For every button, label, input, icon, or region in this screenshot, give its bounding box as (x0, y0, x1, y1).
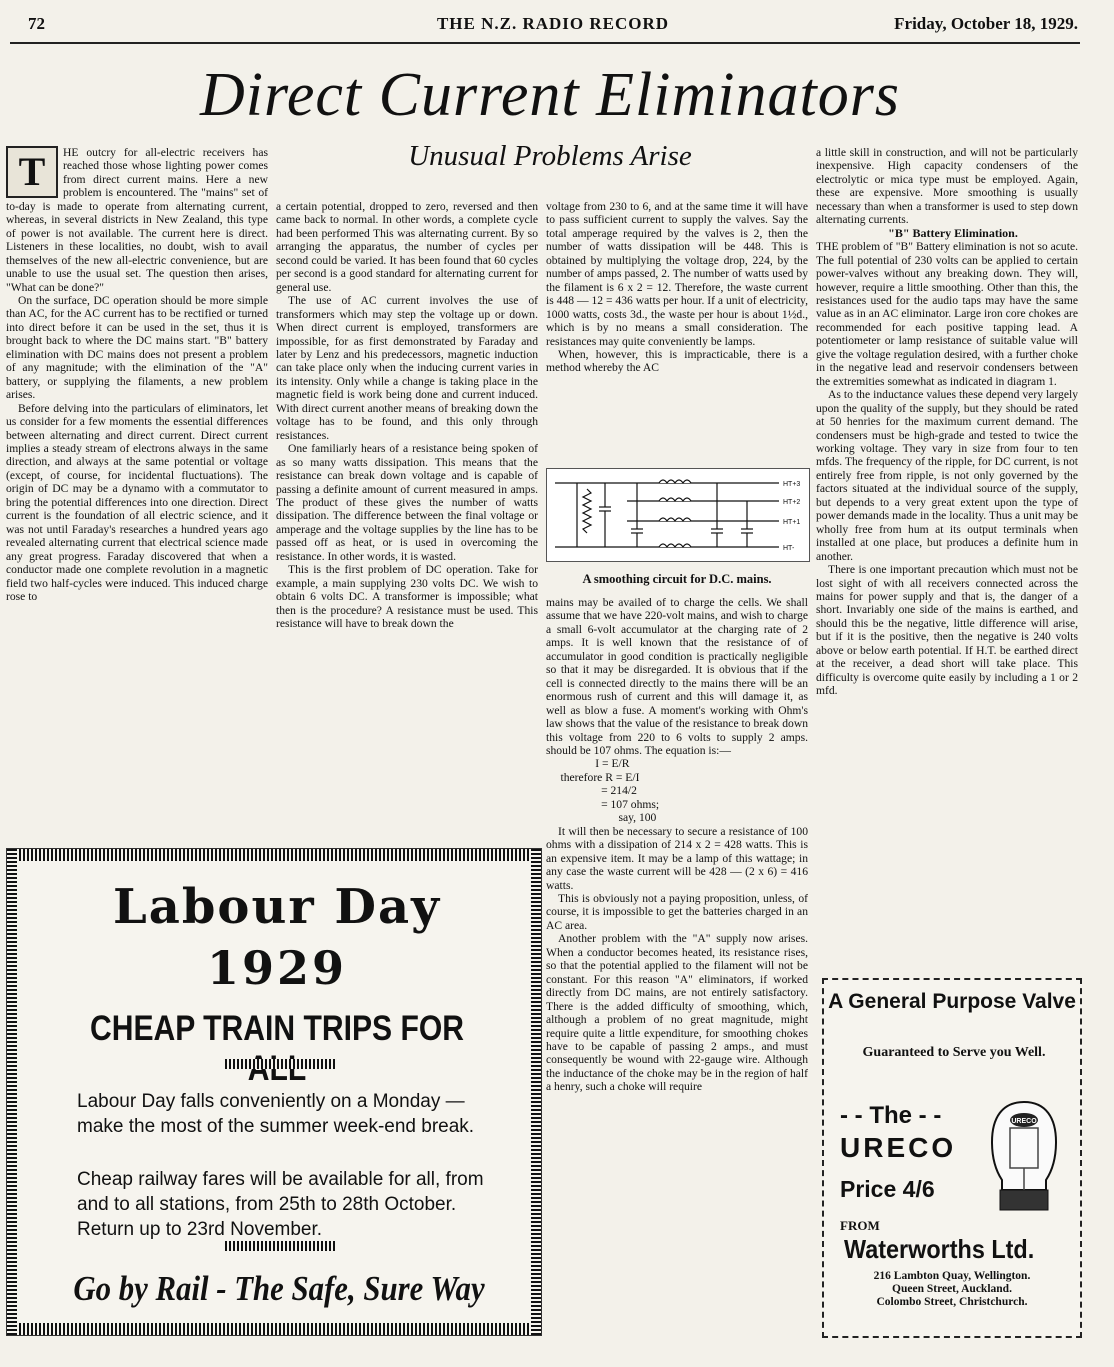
border-right (531, 849, 541, 1335)
equation-line: therefore R = E/I (546, 770, 640, 784)
article-paragraph: There is one important precaution which must not be lost sight of with all receivers connected across the mains for power supply and that is, the danger of a short. Invariably one side of the mains is earthed, and should this be the negative, little difference will arise, but if it is the positive, then the negative is 240 volts above or below earth potential. If H.T. be earthed direct at the receiver, a dead short will take place. This difficulty is overcome quite easily by including a 1 or 2 mfd. (816, 563, 1078, 698)
address-wellington: 216 Lambton Quay, Wellington. (873, 1270, 1031, 1282)
article-column-3-top (546, 200, 808, 462)
valve-ad-from: FROM (840, 1218, 880, 1233)
issue-date: Friday, October 18, 1929. (894, 14, 1078, 33)
circuit-svg (547, 469, 809, 561)
article-headline: Direct Current Eliminators (200, 61, 900, 129)
article-paragraph: THE problem of "B" Battery elimination is not so acute. The full potential of 230 volts can be applied to certain power-valves without any breaking down. They will, however, require a little smoothing. Other than this, the resistances used for the audio taps may have the same value as in an AC eliminator. Large iron core chokes are recommended for each positive tapping lead. A potentiometer or lamp resistance of suitable value will give the voltage regulation desired, with a further choke in the negative lead and reservoir condensers between the extremities somewhat as indicated in diagram 1. (816, 240, 1078, 388)
ad-title: Labour Day (113, 879, 441, 935)
ad-divider-2 (225, 1241, 337, 1251)
terminal-label-htneg: HT- (783, 545, 795, 552)
valve-ad-title: A General Purpose Valve (828, 990, 1076, 1013)
article-column-2 (276, 200, 538, 836)
address-auckland: Queen Street, Auckland. (892, 1283, 1012, 1295)
equation-line: say, 100 (546, 811, 657, 825)
bulb-brand-label: URECO (1011, 1118, 1037, 1125)
valve-ad-company: Waterworths Ltd. (844, 1234, 1035, 1264)
article-paragraph: This is obviously not a paying proposition, unless, of course, it is impossible to get the batteries charged in an AC area. (546, 891, 808, 932)
article-paragraph: Before delving into the particulars of eliminators, let us consider for a few moments the essential differences between alternating and direct current. Direct current implies a steady stream of electrons always in the same direction, and always at the same potential or voltage (except, of course, for incidental fluctuations). The origin of DC may be a dynamo with a commutator to bring the potential differences into one direction. Direct current is the foundation of all electric science, and it was not until Faraday's researches a hundred years ago revealed alternating current that electrical science made any great progress. Faraday discovered that when a conductor made one complete revolution in a magnetic field two half-cycles were induced. This induced charge rose to (6, 401, 268, 603)
page-header (28, 14, 1078, 40)
article-paragraph: One familiarly hears of a resistance being spoken of as so many watts dissipation. This means that the resistance can break down voltage and is capable of passing a definite amount of current measured in amps. The product of these gives the number of watts dissipation. The difference between the final voltage or amperage and the voltage supplies by the line has to be passed off as heat, or is used in overcoming the resistance. In other words, it is wasted. (276, 442, 538, 563)
drop-cap: T (6, 146, 58, 198)
article-column-1 (6, 146, 268, 836)
ad-year: 1929 (206, 941, 348, 995)
address-christchurch: Colombo Street, Christchurch. (876, 1296, 1028, 1308)
border-left (7, 849, 17, 1335)
terminal-label-ht3: HT+3 (783, 481, 801, 488)
ad-divider-1 (225, 1059, 337, 1069)
valve-ad-guarantee: Guaranteed to Serve you Well. (862, 1045, 1046, 1060)
smoothing-circuit-diagram (546, 468, 810, 562)
equation-line: = 214/2 (546, 784, 637, 798)
article-paragraph: HE outcry for all-electric receivers has reached those whose lighting power comes from direct current mains. Here a new problem is encountered. The "mains" set of to-day is made to operate from alternating current, whereas, in several districts in New Zealand, this type of power is not available. The current here is direct. Listeners in these localities, no doubt, wish to avail themselves of the new all-electric convenience, but are unable to use the usual set. The question then arises, "What can be done?" (6, 146, 268, 294)
article-subheadline: Unusual Problems Arise (408, 140, 692, 172)
article-column-4 (816, 146, 1078, 966)
article-paragraph: When, however, this is impracticable, there is a method whereby the AC (546, 347, 808, 375)
article-paragraph: mains may be availed of to charge the cells. We shall assume that we have 220-volt mains, and wish to charge a small 6-volt accumulator at the charging rate of 2 amps. It is well known that the resistance of of accumulator in good condition is practically negligible so that it may be disregarded. It is obvious that if the cell is connected directly to the mains there will be an enormous rush of current and this will damage it, as well as blow a fuse. A moment's working with Ohm's law shows that the value of the resistance to break down this voltage from 220 to 6 volts to supply 2 amps. should be 107 ohms. The equation is:— (546, 596, 808, 757)
ad-slogan: Go by Rail - The Safe, Sure Way (73, 1269, 485, 1308)
equation-line: I = E/R (546, 757, 630, 771)
valve-ad-addresses (834, 1270, 1070, 1309)
labour-day-advertisement (6, 848, 542, 1336)
article-paragraph: As to the inductance values these depend very largely upon the quality of the supply, but they should be rated at 50 henries for the maximum current demand. The condensers must be high-grade and tested to twice the working voltage. They vary in size from four to ten mfds. The frequency of the ripple, for DC current, is not entirely free from ripple, is not only governed by the factors situated at the individual source of the supply, but depends to a very great extent upon the type of power demands made in the locality. Thus a unit may be wholly free from hum at its output terminals when installed at one place, but produces a definite hum in another. (816, 388, 1078, 563)
valve-bulb-icon (984, 1098, 1064, 1216)
article-paragraph: a certain potential, dropped to zero, reversed and then came back to normal. In other words, a complete cycle had been performed This was alternating current. By so arranging the apparatus, the number of cycles per second could be varied. It has been found that 60 cycles per second is a good standard for alternating current for general use. (276, 200, 538, 294)
article-paragraph: a little skill in construction, and will not be particularly inexpensive. High capacity condensers of the electrolytic or mica type must be employed. Again, these are expensive. More smoothing is usually necessary than when a transformer is used to step down alternating currents. (816, 146, 1078, 227)
border-bottom (7, 1323, 541, 1335)
page-number: 72 (28, 14, 45, 33)
article-paragraph: Another problem with the "A" supply now arises. When a conductor becomes heated, its resistance rises, so that the potential applied to the filament will not be constant. For this reason "A" eliminators, if worked directly from DC mains, are not entirely satisfactory. There is the added difficulty of smoothing, which, although a problem of no great magnitude, might require quite a little expenditure, for smoothing chokes have to be capable of passing 2 amps., and must consequently be wound with 22-gauge wire. Although the inductance of the choke may be in the region of half a henry, such a choke will require (546, 932, 808, 1094)
article-paragraph: On the surface, DC operation should be more simple than AC, for the AC current has to be rectified or turned into direct before it can be used in the set, thus it is brought back to where the DC mains start. "B" battery elimination with DC mains does not present a problem of any magnitude; with the elimination of the "A" battery, or supplying the filaments, a new problem arises. (6, 293, 268, 402)
diagram-caption: A smoothing circuit for D.C. mains. (582, 572, 772, 586)
terminal-label-ht2: HT+2 (783, 499, 801, 506)
article-paragraph: It will then be necessary to secure a resistance of 100 ohms with a dissipation of 214 x 2 = 428 watts. This is an expensive item. It may be a lamp of this wattage; in any case the waste current will be 428 — (2 x 6) = 416 watts. (546, 824, 808, 892)
valve-ad-price: Price 4/6 (840, 1176, 935, 1202)
ad-paragraph-2: Cheap railway fares will be available for all, from and to all stations, from 25th to 28th October. Return up to 23rd November. (77, 1169, 484, 1240)
publication-title: THE N.Z. RADIO RECORD (436, 14, 670, 33)
valve-advertisement (822, 978, 1082, 1338)
ad-paragraph-1: Labour Day falls conveniently on a Monday —make the most of the summer week-end break. (77, 1091, 475, 1137)
article-paragraph: The use of AC current involves the use of transformers which may step the voltage up or down. When direct current is employed, transformers are impossible, for as first demonstrated by Faraday and later by Lenz and his predecessors, magnetic induction can take place only when the inducing current varies in its intensity. Only while a change is taking place in the magnetic field is work being done and current induced. With direct current another means of breaking down the voltage has to be found, and this only through resistances. (276, 294, 538, 442)
terminal-label-ht1: HT+1 (783, 519, 801, 526)
valve-ad-brand: URECO (840, 1132, 957, 1163)
article-paragraph: This is the first problem of DC operation. Take for example, a main supplying 230 volts DC. We wish to obtain 6 volts DC. A transformer is impossible; what then is the procedure? A resistance must be used. This resistance will have to break down the (276, 563, 538, 631)
border-top (7, 849, 541, 861)
header-rule (10, 42, 1080, 44)
valve-ad-the: - - The - - (840, 1102, 942, 1129)
section-heading: "B" Battery Elimination. (888, 225, 1018, 240)
equation-line: = 107 ohms; (546, 797, 660, 811)
ad-tagline: CHEAP TRAIN TRIPS FOR (89, 1009, 465, 1048)
article-column-3-bottom (546, 596, 808, 1346)
article-paragraph: voltage from 230 to 6, and at the same time it will have to pass sufficient current to supply the valves. Say the total amperage required by the valves is 2, then the number of watts dissipation will be 448. This is obtained by multiplying the voltage drop, 224, by the number of amps passed, 2. The number of watts used by the filament is 6 x 2 = 12. Therefore, the waste current is 448 — 12 = 436 watts per hour. If a unit of electricity, 1000 watts, costs 3d., the waste per hour is about 1½d., which is by no means a small consideration. The resistances may quite conveniently be lamps. (546, 200, 808, 348)
